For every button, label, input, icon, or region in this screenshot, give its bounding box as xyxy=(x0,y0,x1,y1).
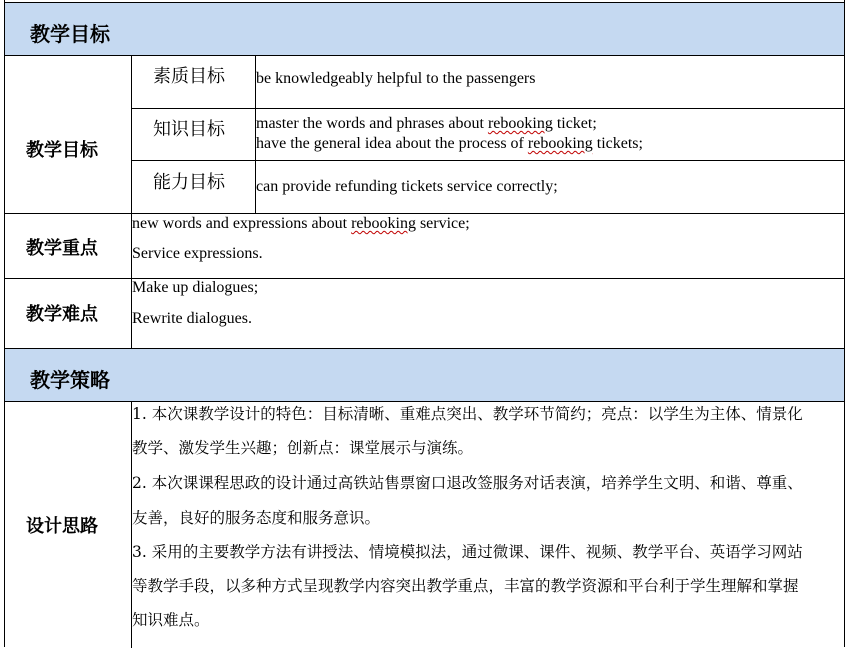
row-divider xyxy=(131,108,844,109)
section-title: 教学策略 xyxy=(30,368,110,392)
text-segment: master the words and phrases about xyxy=(256,115,488,132)
text-segment: service; xyxy=(415,215,470,232)
design-line: 教学、激发学生兴趣；创新点：课堂展示与演练。 xyxy=(132,439,474,457)
difficult-points-line-1: Make up dialogues; xyxy=(132,279,259,296)
key-points-line-2: Service expressions. xyxy=(132,245,263,262)
row-label-difficult-points: 教学难点 xyxy=(26,304,98,325)
row-label-teaching-goals: 教学目标 xyxy=(26,140,98,161)
ability-goal-text: can provide refunding tickets service correctly; xyxy=(256,178,558,195)
text-segment: ticket; xyxy=(552,115,597,132)
knowledge-goal-line-2 xyxy=(256,134,643,154)
design-line: 1. 本次课教学设计的特色：目标清晰、重难点突出、教学环节简约；亮点：以学生为主体、情景化 xyxy=(132,405,803,423)
design-line: 2. 本次课课程思政的设计通过高铁站售票窗口退改签服务对话表演，培养学生文明、和谐、尊重、 xyxy=(132,474,803,492)
design-line: 3. 采用的主要教学方法有讲授法、情境模拟法，通过微课、课件、视频、教学平台、英语学习网站 xyxy=(132,543,803,561)
key-points-line-1 xyxy=(132,214,470,234)
quality-goal-text: be knowledgeably helpful to the passengers xyxy=(256,70,536,87)
quality-goal-label: 素质目标 xyxy=(153,66,225,87)
design-line: 友善，良好的服务态度和服务意识。 xyxy=(132,509,381,527)
lesson-plan-table xyxy=(4,0,845,647)
section-header-teaching-strategy xyxy=(5,348,844,402)
spellcheck-word: rebooking xyxy=(527,135,593,152)
row-divider xyxy=(131,160,844,161)
design-line: 等教学手段，以多种方式呈现教学内容突出教学重点，丰富的教学资源和平台利于学生理解和掌握 xyxy=(132,577,799,595)
difficult-points-line-2: Rewrite dialogues. xyxy=(132,310,252,327)
section-header-teaching-goals xyxy=(5,2,844,56)
design-line: 知识难点。 xyxy=(132,611,210,629)
text-segment: new words and expressions about xyxy=(132,215,352,232)
text-segment: tickets; xyxy=(592,135,643,152)
knowledge-goal-label: 知识目标 xyxy=(153,119,225,140)
spellcheck-word: rebooking xyxy=(351,215,416,232)
knowledge-goal-line-1 xyxy=(256,114,597,134)
ability-goal-label: 能力目标 xyxy=(153,172,225,193)
row-label-key-points: 教学重点 xyxy=(26,238,98,259)
spellcheck-word: rebooking xyxy=(487,115,553,132)
row-label-design-rationale: 设计思路 xyxy=(26,516,98,537)
section-title: 教学目标 xyxy=(30,22,110,46)
row-divider xyxy=(5,278,844,279)
text-segment: have the general idea about the process of xyxy=(256,135,528,152)
